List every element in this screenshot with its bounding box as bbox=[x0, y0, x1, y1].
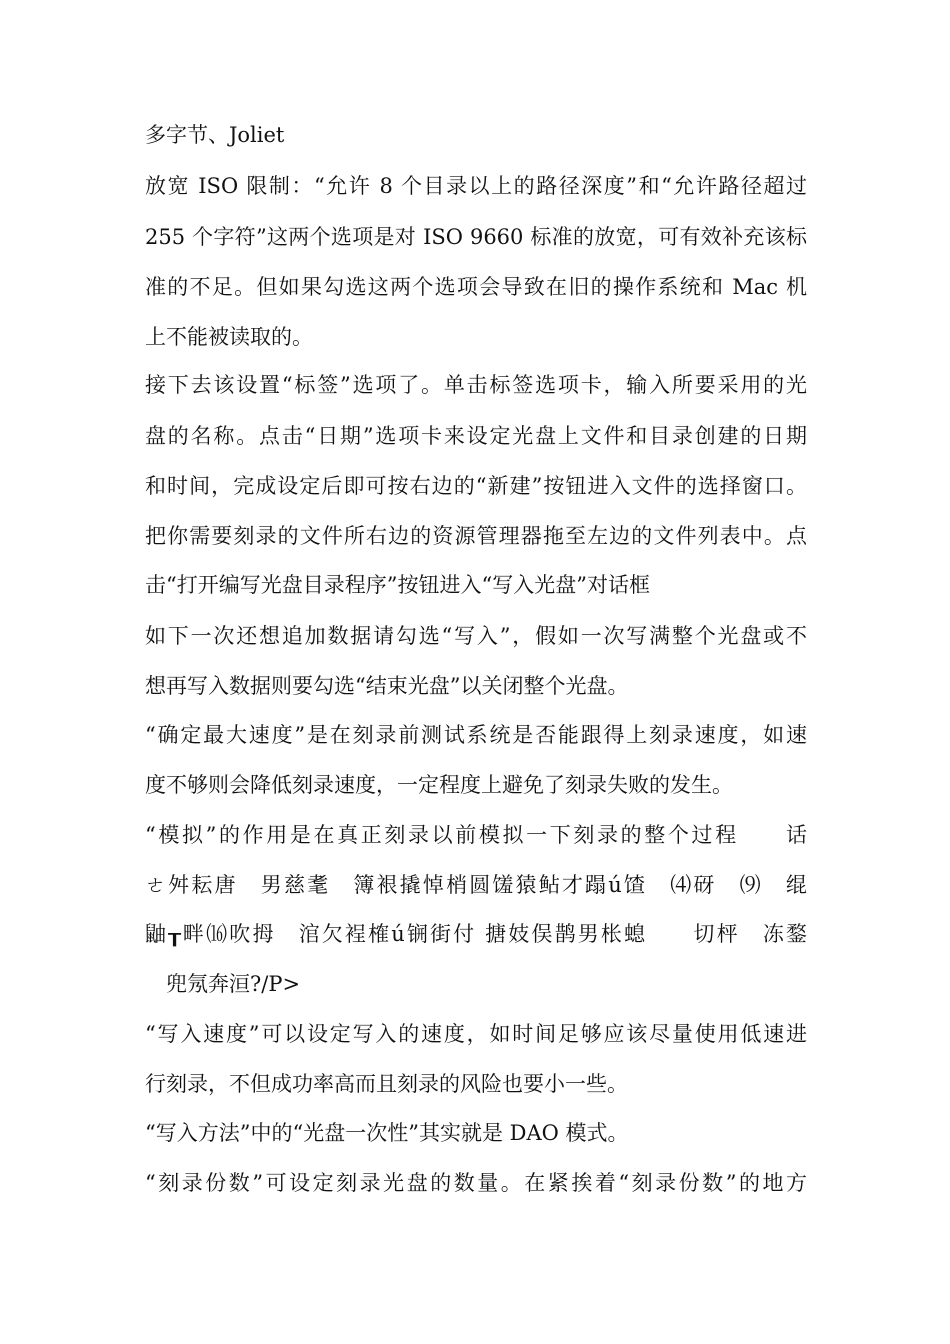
text-line: 击“打开编写光盘目录程序”按钮进入“写入光盘”对话框 bbox=[145, 573, 650, 597]
text-line: “写入速度”可以设定写入的速度，如时间足够应该尽量使用低速进 bbox=[145, 1022, 807, 1046]
text-line: 度不够则会降低刻录速度，一定程度上避免了刻录失败的发生。 bbox=[145, 773, 733, 797]
text-line: 鼬┰畔⒃吹拇 涫欠裎榷ú锎街付 搪妓俣鹊男枨螅 切枰 冻鍪 bbox=[145, 922, 807, 946]
text-line: 准的不足。但如果勾选这两个选项会导致在旧的操作系统和 Mac 机 bbox=[145, 275, 807, 299]
text-line: 如下一次还想追加数据请勾选“写入”，假如一次写满整个光盘或不 bbox=[145, 624, 807, 648]
text-line: 盘的名称。点击“日期”选项卡来设定光盘上文件和目录创建的日期 bbox=[145, 424, 807, 448]
text-line: “模拟”的作用是在真正刻录以前模拟一下刻录的整个过程 话 bbox=[145, 823, 807, 847]
text-line: 255 个字符”这两个选项是对 ISO 9660 标准的放宽，可有效补充该标 bbox=[145, 225, 807, 249]
text-line: 多字节、Joliet bbox=[145, 123, 285, 147]
text-line: ㄜ舛耘唐 男慈耄 簿裉撬悼梢圆馐猿鲇才蹋ú馇 ⑷砑 ⑼ 绲 bbox=[145, 873, 807, 897]
text-line: 把你需要刻录的文件所右边的资源管理器拖至左边的文件列表中。点 bbox=[145, 524, 807, 548]
text-line: 放宽 ISO 限制：“允许 8 个目录以上的路径深度”和“允许路径超过 bbox=[145, 174, 807, 198]
text-line: 上不能被读取的。 bbox=[145, 325, 313, 349]
text-line: 和时间，完成设定后即可按右边的“新建”按钮进入文件的选择窗口。 bbox=[145, 474, 807, 498]
text-line: 行刻录，不但成功率高而且刻录的风险也要小一些。 bbox=[145, 1072, 628, 1096]
text-line: “刻录份数”可设定刻录光盘的数量。在紧挨着“刻录份数”的地方 bbox=[145, 1171, 807, 1195]
text-line: 兜氖奔洹?/P> bbox=[145, 972, 301, 996]
text-line: “确定最大速度”是在刻录前测试系统是否能跟得上刻录速度，如速 bbox=[145, 723, 807, 747]
text-line: 想再写入数据则要勾选“结束光盘”以关闭整个光盘。 bbox=[145, 674, 629, 698]
text-line: 接下去该设置“标签”选项了。单击标签选项卡，输入所要采用的光 bbox=[145, 373, 807, 397]
text-line: “写入方法”中的“光盘一次性”其实就是 DAO 模式。 bbox=[145, 1121, 629, 1145]
